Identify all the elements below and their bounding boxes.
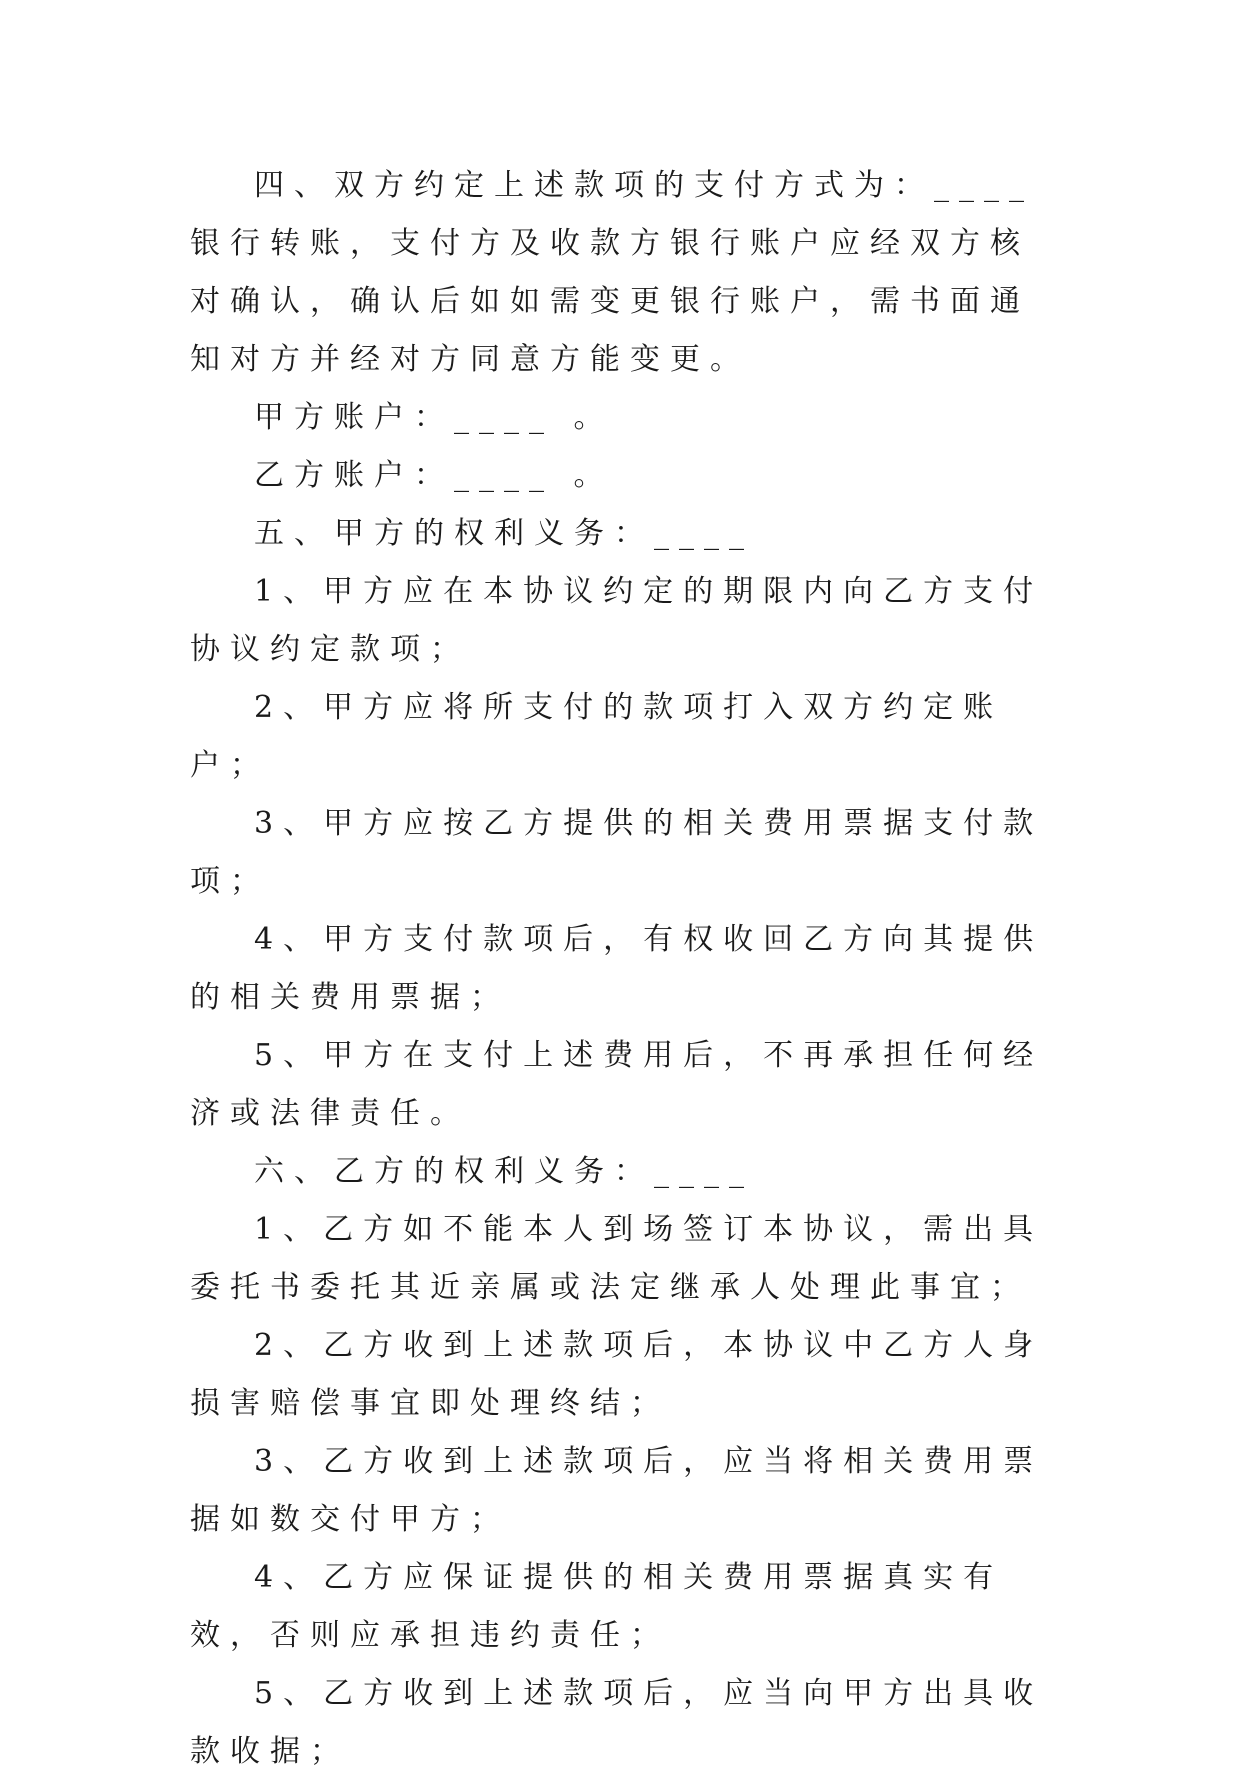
clause-4-payment-method: 四、双方约定上述款项的支付方式为：____银行转账，支付方及收款方银行账户应经双方核对确认，确认后如如需变更银行账户，需书面通知对方并经对方同意方能变更。 bbox=[190, 168, 1034, 377]
clause-6-item-4: 4、乙方应保证提供的相关费用票据真实有效，否则应承担违约责任； bbox=[190, 1560, 1004, 1653]
party-a-account: 甲方账户：____ 。 bbox=[254, 400, 614, 435]
clause-5-item-4: 4、甲方支付款项后，有权收回乙方向其提供的相关费用票据； bbox=[190, 922, 1044, 1015]
clause-5-item-2: 2、甲方应将所支付的款项打入双方约定账户； bbox=[190, 690, 1004, 783]
clause-6-item-5: 5、乙方收到上述款项后，应当向甲方出具收款收据； bbox=[190, 1676, 1044, 1769]
clause-5-heading: 五、甲方的权利义务：____ bbox=[254, 516, 754, 551]
clause-6-heading: 六、乙方的权利义务：____ bbox=[254, 1154, 754, 1189]
clause-6-item-2: 2、乙方收到上述款项后，本协议中乙方人身损害赔偿事宜即处理终结； bbox=[190, 1328, 1044, 1421]
clause-5-item-3: 3、甲方应按乙方提供的相关费用票据支付款项； bbox=[190, 806, 1044, 899]
clause-6-item-3: 3、乙方收到上述款项后，应当将相关费用票据如数交付甲方； bbox=[190, 1444, 1044, 1537]
clause-6-item-1: 1、乙方如不能本人到场签订本协议，需出具委托书委托其近亲属或法定继承人处理此事宜； bbox=[190, 1212, 1044, 1305]
clause-5-item-5: 5、甲方在支付上述费用后，不再承担任何经济或法律责任。 bbox=[190, 1038, 1044, 1131]
document-page bbox=[190, 157, 1058, 1781]
clause-5-item-1: 1、甲方应在本协议约定的期限内向乙方支付协议约定款项； bbox=[190, 574, 1044, 667]
party-b-account: 乙方账户：____ 。 bbox=[254, 458, 614, 493]
